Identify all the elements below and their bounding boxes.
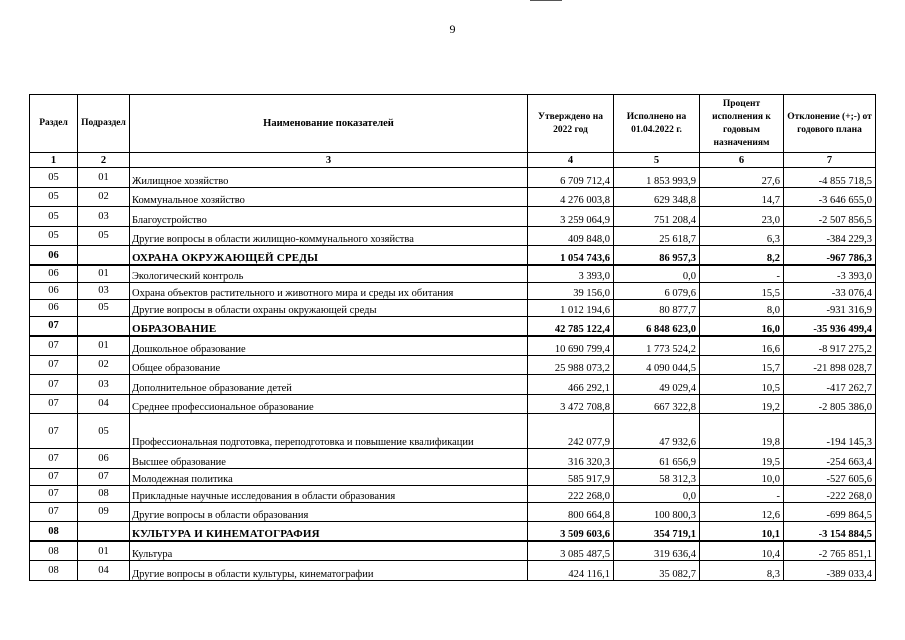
cell-approved: 4 276 003,8 bbox=[528, 187, 614, 207]
cell-deviation: -3 154 884,5 bbox=[784, 522, 876, 542]
table-row bbox=[30, 468, 876, 485]
cell-executed: 80 877,7 bbox=[614, 299, 700, 316]
table-row bbox=[30, 414, 876, 449]
cell-deviation: -2 507 856,5 bbox=[784, 207, 876, 227]
cell-deviation: -2 765 851,1 bbox=[784, 541, 876, 561]
cell-section: 05 bbox=[30, 168, 78, 188]
cell-section: 05 bbox=[30, 226, 78, 246]
cell-executed: 319 636,4 bbox=[614, 541, 700, 561]
cell-section: 07 bbox=[30, 449, 78, 469]
table-row bbox=[30, 226, 876, 246]
header-name: Наименование показателей bbox=[130, 95, 528, 153]
header-percent: Процент исполнения к годовым назначениям bbox=[700, 95, 784, 153]
cell-subsection: 01 bbox=[78, 336, 130, 356]
cell-executed: 629 348,8 bbox=[614, 187, 700, 207]
cell-section: 07 bbox=[30, 394, 78, 414]
cell-approved: 3 259 064,9 bbox=[528, 207, 614, 227]
cell-approved: 6 709 712,4 bbox=[528, 168, 614, 188]
header-approved: Утверждено на 2022 год bbox=[528, 95, 614, 153]
cell-approved: 222 268,0 bbox=[528, 485, 614, 502]
cell-percent: 19,2 bbox=[700, 394, 784, 414]
cell-percent: 10,0 bbox=[700, 468, 784, 485]
table-header-row bbox=[30, 95, 876, 153]
cell-subsection: 08 bbox=[78, 485, 130, 502]
cell-name: Благоустройство bbox=[130, 207, 528, 227]
cell-executed: 25 618,7 bbox=[614, 226, 700, 246]
cell-subsection: 01 bbox=[78, 168, 130, 188]
cell-executed: 751 208,4 bbox=[614, 207, 700, 227]
page-number: 9 bbox=[449, 22, 456, 36]
cell-approved: 10 690 799,4 bbox=[528, 336, 614, 356]
cell-section: 05 bbox=[30, 187, 78, 207]
cell-subsection: 04 bbox=[78, 561, 130, 581]
table-row bbox=[30, 207, 876, 227]
cell-subsection: 02 bbox=[78, 187, 130, 207]
table-row bbox=[30, 375, 876, 395]
cell-percent: 27,6 bbox=[700, 168, 784, 188]
cell-name: Экологический контроль bbox=[130, 265, 528, 282]
column-number: 1 bbox=[30, 153, 78, 168]
cell-deviation: -527 605,6 bbox=[784, 468, 876, 485]
cell-approved: 3 472 708,8 bbox=[528, 394, 614, 414]
cell-section: 07 bbox=[30, 468, 78, 485]
cell-approved: 585 917,9 bbox=[528, 468, 614, 485]
cell-deviation: -194 145,3 bbox=[784, 414, 876, 449]
cell-subsection bbox=[78, 522, 130, 542]
table-row bbox=[30, 299, 876, 316]
cell-subsection: 05 bbox=[78, 226, 130, 246]
cell-executed: 0,0 bbox=[614, 485, 700, 502]
cell-subsection: 01 bbox=[78, 541, 130, 561]
cell-executed: 6 848 623,0 bbox=[614, 316, 700, 336]
cell-subsection: 02 bbox=[78, 355, 130, 375]
cell-name: Дошкольное образование bbox=[130, 336, 528, 356]
cell-subsection bbox=[78, 246, 130, 266]
cell-subsection: 05 bbox=[78, 299, 130, 316]
cell-name: Другие вопросы в области культуры, кинематографии bbox=[130, 561, 528, 581]
cell-percent: 23,0 bbox=[700, 207, 784, 227]
cell-approved: 800 664,8 bbox=[528, 502, 614, 522]
cell-section: 06 bbox=[30, 282, 78, 299]
cell-section: 06 bbox=[30, 246, 78, 266]
table-row bbox=[30, 187, 876, 207]
cell-percent: 19,5 bbox=[700, 449, 784, 469]
cell-subsection: 06 bbox=[78, 449, 130, 469]
cell-subsection: 04 bbox=[78, 394, 130, 414]
cell-subsection: 09 bbox=[78, 502, 130, 522]
cell-deviation: -222 268,0 bbox=[784, 485, 876, 502]
cell-section: 05 bbox=[30, 207, 78, 227]
table-row bbox=[30, 541, 876, 561]
cell-executed: 58 312,3 bbox=[614, 468, 700, 485]
cell-name: Другие вопросы в области жилищно-коммунального хозяйства bbox=[130, 226, 528, 246]
cell-approved: 3 509 603,6 bbox=[528, 522, 614, 542]
cell-deviation: -699 864,5 bbox=[784, 502, 876, 522]
cell-section: 06 bbox=[30, 299, 78, 316]
cell-percent: 8,3 bbox=[700, 561, 784, 581]
table-row bbox=[30, 265, 876, 282]
cell-executed: 86 957,3 bbox=[614, 246, 700, 266]
cell-executed: 0,0 bbox=[614, 265, 700, 282]
cell-executed: 4 090 044,5 bbox=[614, 355, 700, 375]
cell-section: 08 bbox=[30, 561, 78, 581]
column-number: 2 bbox=[78, 153, 130, 168]
cell-name: ОБРАЗОВАНИЕ bbox=[130, 316, 528, 336]
cell-deviation: -8 917 275,2 bbox=[784, 336, 876, 356]
cell-name: Профессиональная подготовка, переподготовка и повышение квалификации bbox=[130, 414, 528, 449]
cell-approved: 1 054 743,6 bbox=[528, 246, 614, 266]
cell-deviation: -3 646 655,0 bbox=[784, 187, 876, 207]
cell-subsection: 03 bbox=[78, 282, 130, 299]
cell-percent: 14,7 bbox=[700, 187, 784, 207]
budget-table bbox=[29, 94, 876, 581]
table-row bbox=[30, 485, 876, 502]
cell-name: Прикладные научные исследования в области образования bbox=[130, 485, 528, 502]
cell-executed: 354 719,1 bbox=[614, 522, 700, 542]
cell-approved: 3 393,0 bbox=[528, 265, 614, 282]
cell-name: Другие вопросы в области охраны окружающей среды bbox=[130, 299, 528, 316]
cell-name: Культура bbox=[130, 541, 528, 561]
cell-deviation: -254 663,4 bbox=[784, 449, 876, 469]
cell-executed: 667 322,8 bbox=[614, 394, 700, 414]
column-number: 7 bbox=[784, 153, 876, 168]
cell-section: 07 bbox=[30, 316, 78, 336]
column-number: 5 bbox=[614, 153, 700, 168]
cell-deviation: -2 805 386,0 bbox=[784, 394, 876, 414]
cell-name: Дополнительное образование детей bbox=[130, 375, 528, 395]
cell-percent: - bbox=[700, 265, 784, 282]
cell-percent: 10,4 bbox=[700, 541, 784, 561]
cell-percent: 8,0 bbox=[700, 299, 784, 316]
cell-section: 07 bbox=[30, 414, 78, 449]
cell-approved: 424 116,1 bbox=[528, 561, 614, 581]
cell-section: 07 bbox=[30, 502, 78, 522]
cell-name: Коммунальное хозяйство bbox=[130, 187, 528, 207]
cell-percent: - bbox=[700, 485, 784, 502]
cell-deviation: -4 855 718,5 bbox=[784, 168, 876, 188]
cell-approved: 1 012 194,6 bbox=[528, 299, 614, 316]
cell-percent: 15,5 bbox=[700, 282, 784, 299]
cell-name: Общее образование bbox=[130, 355, 528, 375]
cell-percent: 6,3 bbox=[700, 226, 784, 246]
cell-deviation: -931 316,9 bbox=[784, 299, 876, 316]
section-row bbox=[30, 522, 876, 542]
cell-deviation: -35 936 499,4 bbox=[784, 316, 876, 336]
cell-approved: 316 320,3 bbox=[528, 449, 614, 469]
cell-subsection: 03 bbox=[78, 375, 130, 395]
cell-section: 07 bbox=[30, 375, 78, 395]
table-row bbox=[30, 449, 876, 469]
column-number-row bbox=[30, 153, 876, 168]
column-number: 6 bbox=[700, 153, 784, 168]
cell-approved: 39 156,0 bbox=[528, 282, 614, 299]
cell-name: Охрана объектов растительного и животного мира и среды их обитания bbox=[130, 282, 528, 299]
table-row bbox=[30, 502, 876, 522]
cell-subsection bbox=[78, 316, 130, 336]
cell-executed: 1 853 993,9 bbox=[614, 168, 700, 188]
cell-executed: 47 932,6 bbox=[614, 414, 700, 449]
cell-name: Высшее образование bbox=[130, 449, 528, 469]
cell-executed: 6 079,6 bbox=[614, 282, 700, 299]
header-section: Раздел bbox=[30, 95, 78, 153]
header-executed: Исполнено на 01.04.2022 г. bbox=[614, 95, 700, 153]
cell-subsection: 07 bbox=[78, 468, 130, 485]
cell-percent: 10,5 bbox=[700, 375, 784, 395]
cell-name: Другие вопросы в области образования bbox=[130, 502, 528, 522]
cell-name: Молодежная политика bbox=[130, 468, 528, 485]
cell-name: Жилищное хозяйство bbox=[130, 168, 528, 188]
cell-section: 06 bbox=[30, 265, 78, 282]
cell-percent: 8,2 bbox=[700, 246, 784, 266]
cell-deviation: -3 393,0 bbox=[784, 265, 876, 282]
cell-percent: 12,6 bbox=[700, 502, 784, 522]
table-row bbox=[30, 168, 876, 188]
table-row bbox=[30, 561, 876, 581]
header-subsection: Подраздел bbox=[78, 95, 130, 153]
cell-name: ОХРАНА ОКРУЖАЮЩЕЙ СРЕДЫ bbox=[130, 246, 528, 266]
cell-executed: 35 082,7 bbox=[614, 561, 700, 581]
table-row bbox=[30, 394, 876, 414]
cell-percent: 15,7 bbox=[700, 355, 784, 375]
cell-section: 08 bbox=[30, 541, 78, 561]
header-deviation: Отклонение (+;-) от годового плана bbox=[784, 95, 876, 153]
cell-deviation: -21 898 028,7 bbox=[784, 355, 876, 375]
cell-subsection: 05 bbox=[78, 414, 130, 449]
cell-executed: 61 656,9 bbox=[614, 449, 700, 469]
cell-approved: 409 848,0 bbox=[528, 226, 614, 246]
cell-percent: 10,1 bbox=[700, 522, 784, 542]
cell-approved: 466 292,1 bbox=[528, 375, 614, 395]
cell-subsection: 01 bbox=[78, 265, 130, 282]
cell-deviation: -417 262,7 bbox=[784, 375, 876, 395]
cell-executed: 49 029,4 bbox=[614, 375, 700, 395]
cell-approved: 42 785 122,4 bbox=[528, 316, 614, 336]
cell-section: 08 bbox=[30, 522, 78, 542]
cell-section: 07 bbox=[30, 336, 78, 356]
top-scan-mark bbox=[530, 0, 562, 1]
table-row bbox=[30, 336, 876, 356]
section-row bbox=[30, 246, 876, 266]
table-row bbox=[30, 282, 876, 299]
column-number: 3 bbox=[130, 153, 528, 168]
cell-section: 07 bbox=[30, 485, 78, 502]
cell-executed: 100 800,3 bbox=[614, 502, 700, 522]
cell-deviation: -384 229,3 bbox=[784, 226, 876, 246]
section-row bbox=[30, 316, 876, 336]
cell-deviation: -967 786,3 bbox=[784, 246, 876, 266]
cell-deviation: -389 033,4 bbox=[784, 561, 876, 581]
cell-name: Среднее профессиональное образование bbox=[130, 394, 528, 414]
cell-approved: 3 085 487,5 bbox=[528, 541, 614, 561]
cell-deviation: -33 076,4 bbox=[784, 282, 876, 299]
cell-name: КУЛЬТУРА И КИНЕМАТОГРАФИЯ bbox=[130, 522, 528, 542]
cell-percent: 16,6 bbox=[700, 336, 784, 356]
cell-approved: 25 988 073,2 bbox=[528, 355, 614, 375]
cell-subsection: 03 bbox=[78, 207, 130, 227]
cell-percent: 19,8 bbox=[700, 414, 784, 449]
column-number: 4 bbox=[528, 153, 614, 168]
cell-section: 07 bbox=[30, 355, 78, 375]
cell-percent: 16,0 bbox=[700, 316, 784, 336]
cell-approved: 242 077,9 bbox=[528, 414, 614, 449]
cell-executed: 1 773 524,2 bbox=[614, 336, 700, 356]
table-row bbox=[30, 355, 876, 375]
